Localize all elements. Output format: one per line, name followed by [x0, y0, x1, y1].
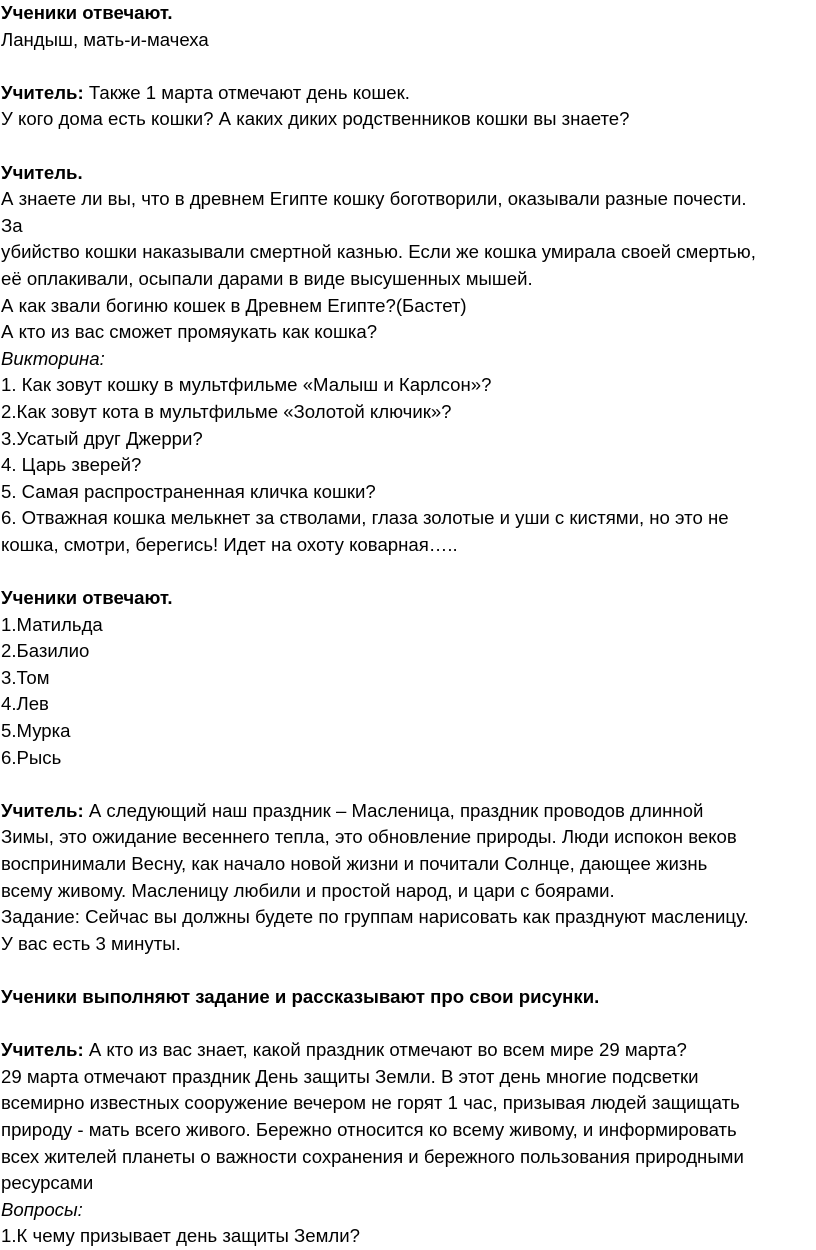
document-page — [1, 0, 815, 1250]
blank-line — [1, 53, 815, 80]
paragraph-line: За — [1, 214, 23, 236]
students-task-heading: Ученики выполняют задание и рассказывают про свои рисунки. — [1, 985, 600, 1007]
quiz-question: кошка, смотри, берегись! Идет на охоту коварная….. — [1, 533, 458, 555]
paragraph-line: воспринимали Весну, как начало новой жизни и почитали Солнце, дающее жизнь — [1, 853, 708, 874]
paragraph-line: Задание: Сейчас вы должны будете по группам нарисовать как празднуют масленицу. — [1, 906, 749, 928]
quiz-question: 4. Царь зверей? — [1, 454, 142, 476]
teacher-text: Также 1 марта отмечают день кошек. — [83, 81, 410, 103]
questions-title: Вопросы: — [1, 1198, 83, 1220]
teacher-label: Учитель: — [1, 799, 84, 821]
students-answer-heading: Ученики отвечают. — [1, 2, 173, 23]
paragraph-line: А как звали богиню кошек в Древнем Египте?(Бастет) — [1, 294, 467, 316]
quiz-title: Викторина: — [1, 347, 105, 369]
answer-item: 3.Том — [1, 666, 50, 688]
blank-line — [1, 957, 815, 984]
answer-item: 1.Матильда — [1, 613, 103, 635]
question-item: 1.К чему призывает день защиты Земли? — [1, 1225, 360, 1247]
quiz-question: 3.Усатый друг Джерри? — [1, 427, 203, 449]
answer-item: 5.Мурка — [1, 720, 71, 742]
teacher-paragraph — [1, 798, 815, 825]
answer-item: 4.Лев — [1, 693, 49, 715]
teacher-text: А следующий наш праздник – Масленица, праздник проводов длинной — [83, 799, 704, 821]
paragraph-line: природу - мать всего живого. Бережно относится ко всему живому, и информировать — [1, 1118, 737, 1140]
teacher-paragraph — [1, 80, 815, 107]
blank-line — [1, 1011, 815, 1038]
teacher-label: Учитель: — [1, 81, 84, 103]
blank-line — [1, 771, 815, 798]
teacher-paragraph — [1, 1037, 815, 1064]
paragraph-line: 29 марта отмечают праздник День защиты Земли. В этот день многие подсветки — [1, 1065, 699, 1087]
paragraph-line: А кто из вас сможет промяукать как кошка? — [1, 321, 378, 343]
paragraph-line: её оплакивали, осыпали дарами в виде высушенных мышей. — [1, 267, 533, 289]
paragraph-line: всемирно известных сооружение вечером не горят 1 час, призывая людей защищать — [1, 1092, 740, 1114]
paragraph-line: А знаете ли вы, что в древнем Египте кошку боготворили, оказывали разные почести. — [1, 188, 747, 210]
paragraph-line: ресурсами — [1, 1172, 94, 1194]
students-answer-heading: Ученики отвечают. — [1, 587, 173, 609]
paragraph-line: Зимы, это ожидание весеннего тепла, это обновление природы. Люди испокон веков — [1, 826, 737, 848]
blank-line — [1, 133, 815, 160]
answer-item: 6.Рысь — [1, 746, 62, 768]
teacher-label: Учитель: — [1, 1039, 84, 1061]
paragraph-line: всему живому. Масленицу любили и простой народ, и цари с боярами. — [1, 879, 615, 901]
answer-item: 2.Базилио — [1, 640, 90, 662]
students-answer-text: Ландыш, мать-и-мачеха — [1, 28, 209, 50]
teacher-label: Учитель. — [1, 161, 83, 183]
paragraph-line: всех жителей планеты о важности сохранения и бережного пользования природными — [1, 1145, 744, 1167]
quiz-question: 2.Как зовут кота в мультфильме «Золотой ключик»? — [1, 400, 452, 422]
quiz-question: 1. Как зовут кошку в мультфильме «Малыш и Карлсон»? — [1, 374, 492, 396]
teacher-question: У кого дома есть кошки? А каких диких родственников кошки вы знаете? — [1, 108, 630, 130]
paragraph-line: убийство кошки наказывали смертной казнью. Если же кошка умирала своей смертью, — [1, 241, 756, 263]
blank-line — [1, 558, 815, 585]
teacher-text: А кто из вас знает, какой праздник отмечают во всем мире 29 марта? — [83, 1039, 687, 1061]
paragraph-line: У вас есть 3 минуты. — [1, 932, 181, 954]
quiz-question: 5. Самая распространенная кличка кошки? — [1, 480, 376, 502]
quiz-question: 6. Отважная кошка мелькнет за стволами, глаза золотые и уши с кистями, но это не — [1, 507, 729, 529]
